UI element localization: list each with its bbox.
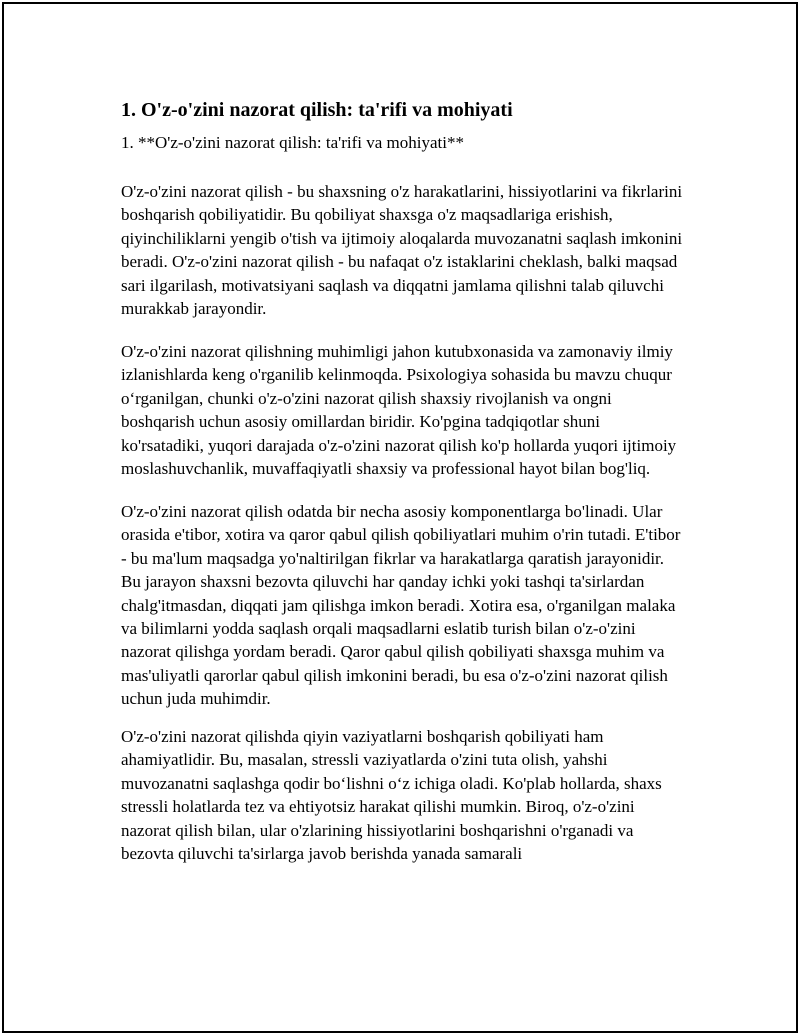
paragraph-importance: O'z-o'zini nazorat qilishning muhimligi jahon kutubxonasida va zamonaviy ilmiy izlanishlarda keng o'rganilib kelinmoqda. Psixologiya sohasida bu mavzu chuqur o‘rganilgan, chunki o'z-o'zini nazorat qilish shaxsiy rivojlanish va ongni boshqarish uchun asosiy omillardan biridir. Ko'pgina tadqiqotlar shuni ko'rsatadiki, yuqori darajada o'z-o'zini nazorat qilish ko'p hollarda yuqori ijtimoiy moslashuvchanlik, muvaffaqiyatli shaxsiy va professional hayot bilan bog'liq. <box>121 342 677 479</box>
paragraph-definition: O'z-o'zini nazorat qilish - bu shaxsning o'z harakatlarini, hissiyotlarini va fikrlarini boshqarish qobiliyatidir. Bu qobiliyat shaxsga o'z maqsadlariga erishish, qiyinchiliklarni yengib o'tish va ijtimoiy aloqalarda muvozanatni saqlash imkonini beradi. O'z-o'zini nazorat qilish - bu nafaqat o'z istaklarini cheklash, balki maqsad sari ilgarilash, motivatsiyani saqlash va diqqatni jamlama qilishni talab qiluvchi murakkab jarayondir. <box>121 182 683 319</box>
paragraph-components: O'z-o'zini nazorat qilish odatda bir necha asosiy komponentlarga bo'linadi. Ular orasida e'tibor, xotira va qaror qabul qilish qobiliyatlari muhim o'rin tutadi. E'tibor - bu ma'lum maqsadga yo'naltirilgan fikrlar va harakatlarga qaratish jarayonidir. Bu jarayon shaxsni bezovta qiluvchi har qanday ichki yoki tashqi ta'sirlardan chalg'itmasdan, diqqati jam qilishga imkon beradi. Xotira esa, o'rganilgan malaka va bilimlarni yodda saqlash orqali maqsadlarni eslatib turish bilan o'z-o'zini nazorat qilishga yordam beradi. Qaror qabul qilish qobiliyati shaxsga muhim va mas'uliyatli qarorlar qabul qilish imkonini beradi, bu esa o'z-o'zini nazorat qilish uchun juda muhimdir. <box>121 502 681 709</box>
section-subheading: 1. **O'z-o'zini nazorat qilish: ta'rifi va mohiyati** <box>121 133 464 152</box>
paragraph-difficult-situations: O'z-o'zini nazorat qilishda qiyin vaziyatlarni boshqarish qobiliyati ham ahamiyatlidir. Bu, masalan, stressli vaziyatlarda o'zini tuta olish, yahshi muvozanatni saqlashga qodir bo‘lishni o‘z ichiga oladi. Ko'plab hollarda, shaxs stressli holatlarda tez va ehtiyotsiz harakat qilishi mumkin. Biroq, o'z-o'zini nazorat qilish bilan, ular o'zlarining hissiyotlarini boshqarishni o'rganadi va bezovta qiluvchi ta'sirlarga javob berishda yanada samarali <box>121 727 662 864</box>
page-frame <box>2 2 798 1033</box>
document-body <box>121 96 687 887</box>
section-heading: 1. O'z-o'zini nazorat qilish: ta'rifi va mohiyati <box>121 99 513 121</box>
